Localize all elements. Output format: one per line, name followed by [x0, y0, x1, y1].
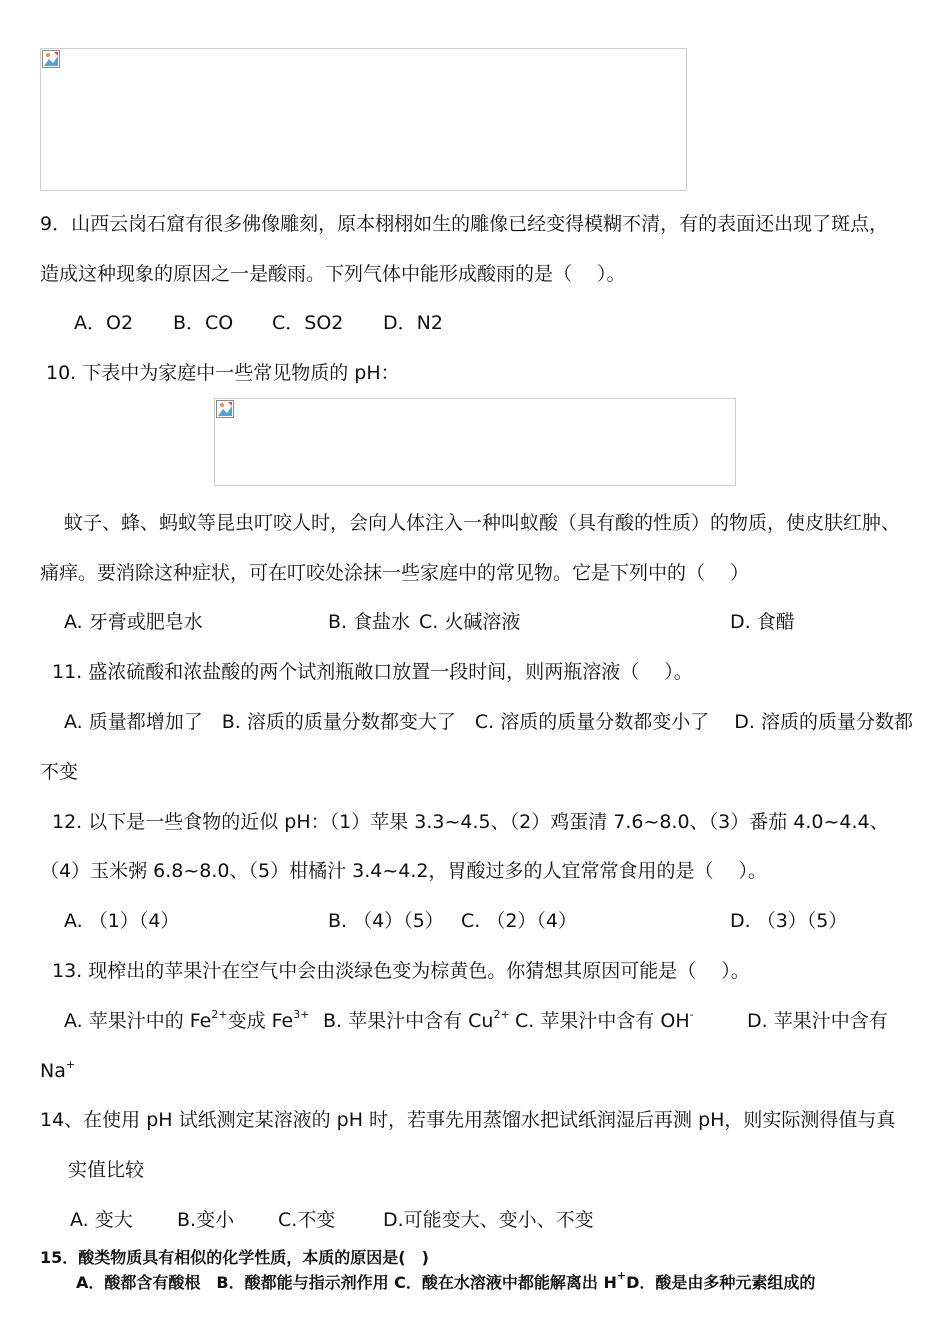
- q14-option-d: D.可能变大、变小、不变: [383, 1209, 594, 1231]
- q12-option-c: C. （2）（4）: [461, 910, 578, 932]
- q13-option-b-sup: 2+: [493, 1008, 510, 1021]
- q13-option-a-sup-1: 2+: [211, 1008, 228, 1021]
- q14-line-1: 14、在使用 pH 试纸测定某溶液的 pH 时，若事先用蒸馏水把试纸润湿后再测 pH，则实际测得值与真: [40, 1109, 896, 1131]
- q15-options-sup: +: [616, 1269, 627, 1282]
- q10-option-c: C. 火碱溶液: [419, 611, 521, 633]
- q13-option-c: [515, 1009, 694, 1033]
- q15-options-line: [76, 1271, 815, 1295]
- q13-option-c-text: C. 苹果汁中含有 OH: [515, 1010, 690, 1032]
- q10-option-a: A. 牙膏或肥皂水: [64, 611, 203, 633]
- q10-option-d: D. 食醋: [730, 611, 795, 633]
- q13-option-a-sup-2: 3+: [293, 1008, 310, 1021]
- q13-option-d: D. 苹果汁中含有: [747, 1010, 888, 1032]
- q13-option-a-mid: 变成 Fe: [227, 1010, 294, 1032]
- q12-line-1: 12. 以下是一些食物的近似 pH：（1）苹果 3.3~4.5、（2）鸡蛋清 7.6~8.0、（3）番茄 4.0~4.4、: [52, 811, 889, 833]
- broken-image-icon: [42, 50, 60, 68]
- q9-option-b: B．CO: [173, 312, 234, 334]
- q15-options-text: A．酸都含有酸根 B．酸都能与指示剂作用 C．酸在水溶液中都能解离出 H: [76, 1273, 617, 1292]
- q10-line-2: 蚊子、蜂、蚂蚁等昆虫叮咬人时，会向人体注入一种叫蚁酸（具有酸的性质）的物质，使皮肤红肿、: [64, 512, 901, 534]
- q10-option-b: B. 食盐水: [328, 611, 411, 633]
- q14-option-b: B.变小: [177, 1209, 235, 1231]
- q13-option-c-sup: -: [689, 1008, 694, 1021]
- q13-option-b: [323, 1009, 510, 1033]
- q13-option-a-text: A. 苹果汁中的 Fe: [64, 1010, 212, 1032]
- image-placeholder-1: [40, 48, 687, 191]
- q9-line-2: 造成这种现象的原因之一是酸雨。下列气体中能形成酸雨的是（ ）。: [40, 263, 626, 285]
- q9-option-d: D．N2: [383, 312, 443, 334]
- q13-option-d-tail: [40, 1059, 75, 1083]
- q14-option-a: A. 变大: [70, 1209, 133, 1231]
- q11-line-1: 11. 盛浓硫酸和浓盐酸的两个试剂瓶敞口放置一段时间，则两瓶溶液（ ）。: [52, 661, 693, 683]
- q12-option-d: D. （3）（5）: [730, 910, 848, 932]
- q13-option-b-text: B. 苹果汁中含有 Cu: [323, 1010, 494, 1032]
- q9-option-a: A．O2: [74, 312, 134, 334]
- q12-option-a: A. （1）（4）: [64, 910, 180, 932]
- q13-option-a: [64, 1009, 309, 1033]
- q12-line-2: （4）玉米粥 6.8~8.0、（5）柑橘汁 3.4~4.2，胃酸过多的人宜常常食用的是（ ）。: [40, 860, 768, 882]
- q15-options-tail: D．酸是由多种元素组成的: [626, 1273, 816, 1292]
- q15-line-1: 15．酸类物质具有相似的化学性质，本质的原因是( ): [40, 1248, 429, 1267]
- q14-line-2: 实值比较: [68, 1159, 145, 1181]
- q10-line-1: 10. 下表中为家庭中一些常见物质的 pH：: [46, 362, 400, 384]
- q9-option-c: C．SO2: [272, 312, 344, 334]
- image-placeholder-2: [214, 398, 736, 486]
- q12-option-b: B. （4）（5）: [328, 910, 444, 932]
- q11-line-3: 不变: [40, 761, 79, 783]
- broken-image-icon: [216, 400, 234, 418]
- q14-option-c: C.不变: [278, 1209, 336, 1231]
- q9-line-1: 9．山西云岗石窟有很多佛像雕刻，原本栩栩如生的雕像已经变得模糊不清，有的表面还出现了斑点，: [40, 213, 889, 235]
- q10-line-3: 痛痒。要消除这种症状，可在叮咬处涂抹一些家庭中的常见物。它是下列中的（ ）: [40, 562, 750, 584]
- q11-options-line: A. 质量都增加了 B. 溶质的质量分数都变大了 C. 溶质的质量分数都变小了 D. 溶质的质量分数都: [64, 711, 913, 733]
- q13-line-1: 13. 现榨出的苹果汁在空气中会由淡绿色变为棕黄色。你猜想其原因可能是（ ）。: [52, 960, 750, 982]
- q13-tail-text: Na: [40, 1060, 66, 1082]
- q13-tail-sup: +: [65, 1058, 76, 1071]
